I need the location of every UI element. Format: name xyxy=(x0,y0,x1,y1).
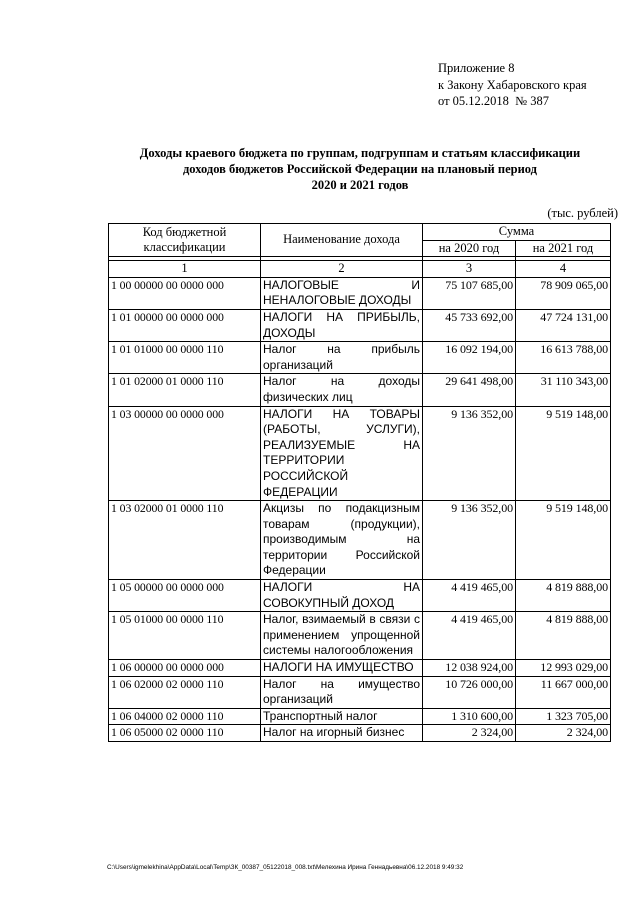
appendix-line-3: от 05.12.2018 № 387 xyxy=(438,94,549,108)
column-number: 2 xyxy=(261,261,423,278)
table-row xyxy=(109,406,611,501)
column-number-row xyxy=(109,261,611,278)
amount-2020: 4 419 465,00 xyxy=(423,612,516,660)
budget-code: 1 06 05000 02 0000 110 xyxy=(109,725,261,742)
amount-2020: 45 733 692,00 xyxy=(423,309,516,341)
amount-2020: 10 726 000,00 xyxy=(423,676,516,708)
amount-2021: 11 667 000,00 xyxy=(516,676,611,708)
budget-code: 1 01 02000 01 0000 110 xyxy=(109,374,261,406)
budget-code: 1 01 00000 00 0000 000 xyxy=(109,309,261,341)
header-year-2021: на 2021 год xyxy=(516,240,611,257)
title-line-3: 2020 и 2021 годов xyxy=(311,178,409,192)
revenue-name: НАЛОГИ НА ПРИБЫЛЬ, ДОХОДЫ xyxy=(261,309,423,341)
amount-2021: 4 819 888,00 xyxy=(516,612,611,660)
amount-2021: 2 324,00 xyxy=(516,725,611,742)
amount-2021: 12 993 029,00 xyxy=(516,660,611,677)
column-number: 1 xyxy=(109,261,261,278)
budget-code: 1 03 00000 00 0000 000 xyxy=(109,406,261,501)
header-year-2020: на 2020 год xyxy=(423,240,516,257)
table-row xyxy=(109,676,611,708)
table-body xyxy=(109,257,611,742)
amount-2020: 75 107 685,00 xyxy=(423,277,516,309)
amount-2020: 4 419 465,00 xyxy=(423,580,516,612)
header-sum: Сумма xyxy=(423,224,611,241)
amount-2021: 78 909 065,00 xyxy=(516,277,611,309)
amount-2021: 9 519 148,00 xyxy=(516,406,611,501)
amount-2021: 16 613 788,00 xyxy=(516,342,611,374)
amount-2020: 9 136 352,00 xyxy=(423,501,516,580)
document-title xyxy=(100,145,620,193)
revenue-name: НАЛОГИ НА ТОВАРЫ (РАБОТЫ, УСЛУГИ), РЕАЛИЗУЕМЫЕ НА ТЕРРИТОРИИ РОССИЙСКОЙ ФЕДЕРАЦИИ xyxy=(261,406,423,501)
table-row xyxy=(109,342,611,374)
amount-2020: 2 324,00 xyxy=(423,725,516,742)
table-row xyxy=(109,660,611,677)
header-name: Наименование дохода xyxy=(261,224,423,257)
title-line-1: Доходы краевого бюджета по группам, подгруппам и статьям классификации xyxy=(139,146,581,160)
amount-2020: 29 641 498,00 xyxy=(423,374,516,406)
revenue-name: Транспортный налог xyxy=(261,708,423,725)
revenue-table xyxy=(108,223,611,742)
amount-2020: 16 092 194,00 xyxy=(423,342,516,374)
budget-code: 1 06 04000 02 0000 110 xyxy=(109,708,261,725)
amount-2021: 4 819 888,00 xyxy=(516,580,611,612)
amount-2020: 9 136 352,00 xyxy=(423,406,516,501)
budget-code: 1 06 02000 02 0000 110 xyxy=(109,676,261,708)
revenue-name: Налог на игорный бизнес xyxy=(261,725,423,742)
header-code: Код бюджетной классификации xyxy=(109,224,261,257)
budget-code: 1 05 01000 00 0000 110 xyxy=(109,612,261,660)
budget-code: 1 00 00000 00 0000 000 xyxy=(109,277,261,309)
title-line-2: доходов бюджетов Российской Федерации на плановый период xyxy=(182,162,537,176)
budget-code: 1 06 00000 00 0000 000 xyxy=(109,660,261,677)
column-number: 4 xyxy=(516,261,611,278)
table-row xyxy=(109,612,611,660)
budget-code: 1 03 02000 01 0000 110 xyxy=(109,501,261,580)
budget-code: 1 01 01000 00 0000 110 xyxy=(109,342,261,374)
amount-2020: 12 038 924,00 xyxy=(423,660,516,677)
amount-2020: 1 310 600,00 xyxy=(423,708,516,725)
budget-code: 1 05 00000 00 0000 000 xyxy=(109,580,261,612)
table-row xyxy=(109,501,611,580)
amount-2021: 31 110 343,00 xyxy=(516,374,611,406)
table-row xyxy=(109,708,611,725)
amount-2021: 9 519 148,00 xyxy=(516,501,611,580)
table-row xyxy=(109,725,611,742)
revenue-name: Налог на имущество организаций xyxy=(261,676,423,708)
column-number: 3 xyxy=(423,261,516,278)
revenue-name: Акцизы по подакцизным товарам (продукции), производимым на территории Российской Федерации xyxy=(261,501,423,580)
table-row xyxy=(109,580,611,612)
appendix-block xyxy=(438,60,587,110)
table-row xyxy=(109,277,611,309)
appendix-line-2: к Закону Хабаровского края xyxy=(438,77,587,92)
units-label: (тыс. рублей) xyxy=(547,206,618,220)
file-path-footer: C:\Users\igmelekhina\AppData\Local\Temp\ЗК_00387_05122018_008.txt\Мелехина Ирина Геннадьевна\06.12.2018 9:49:32 xyxy=(107,864,464,871)
table-row xyxy=(109,374,611,406)
revenue-name: НАЛОГИ НА ИМУЩЕСТВО xyxy=(261,660,423,677)
revenue-name: Налог на прибыль организаций xyxy=(261,342,423,374)
header-row-1 xyxy=(109,224,611,241)
revenue-name: Налог на доходы физических лиц xyxy=(261,374,423,406)
revenue-name: НАЛОГИ НА СОВОКУПНЫЙ ДОХОД xyxy=(261,580,423,612)
amount-2021: 1 323 705,00 xyxy=(516,708,611,725)
table-row xyxy=(109,309,611,341)
appendix-line-1: Приложение 8 xyxy=(438,61,515,75)
revenue-name: НАЛОГОВЫЕ И НЕНАЛОГОВЫЕ ДОХОДЫ xyxy=(261,277,423,309)
revenue-name: Налог, взимаемый в связи с применением упрощенной системы налогообложения xyxy=(261,612,423,660)
amount-2021: 47 724 131,00 xyxy=(516,309,611,341)
